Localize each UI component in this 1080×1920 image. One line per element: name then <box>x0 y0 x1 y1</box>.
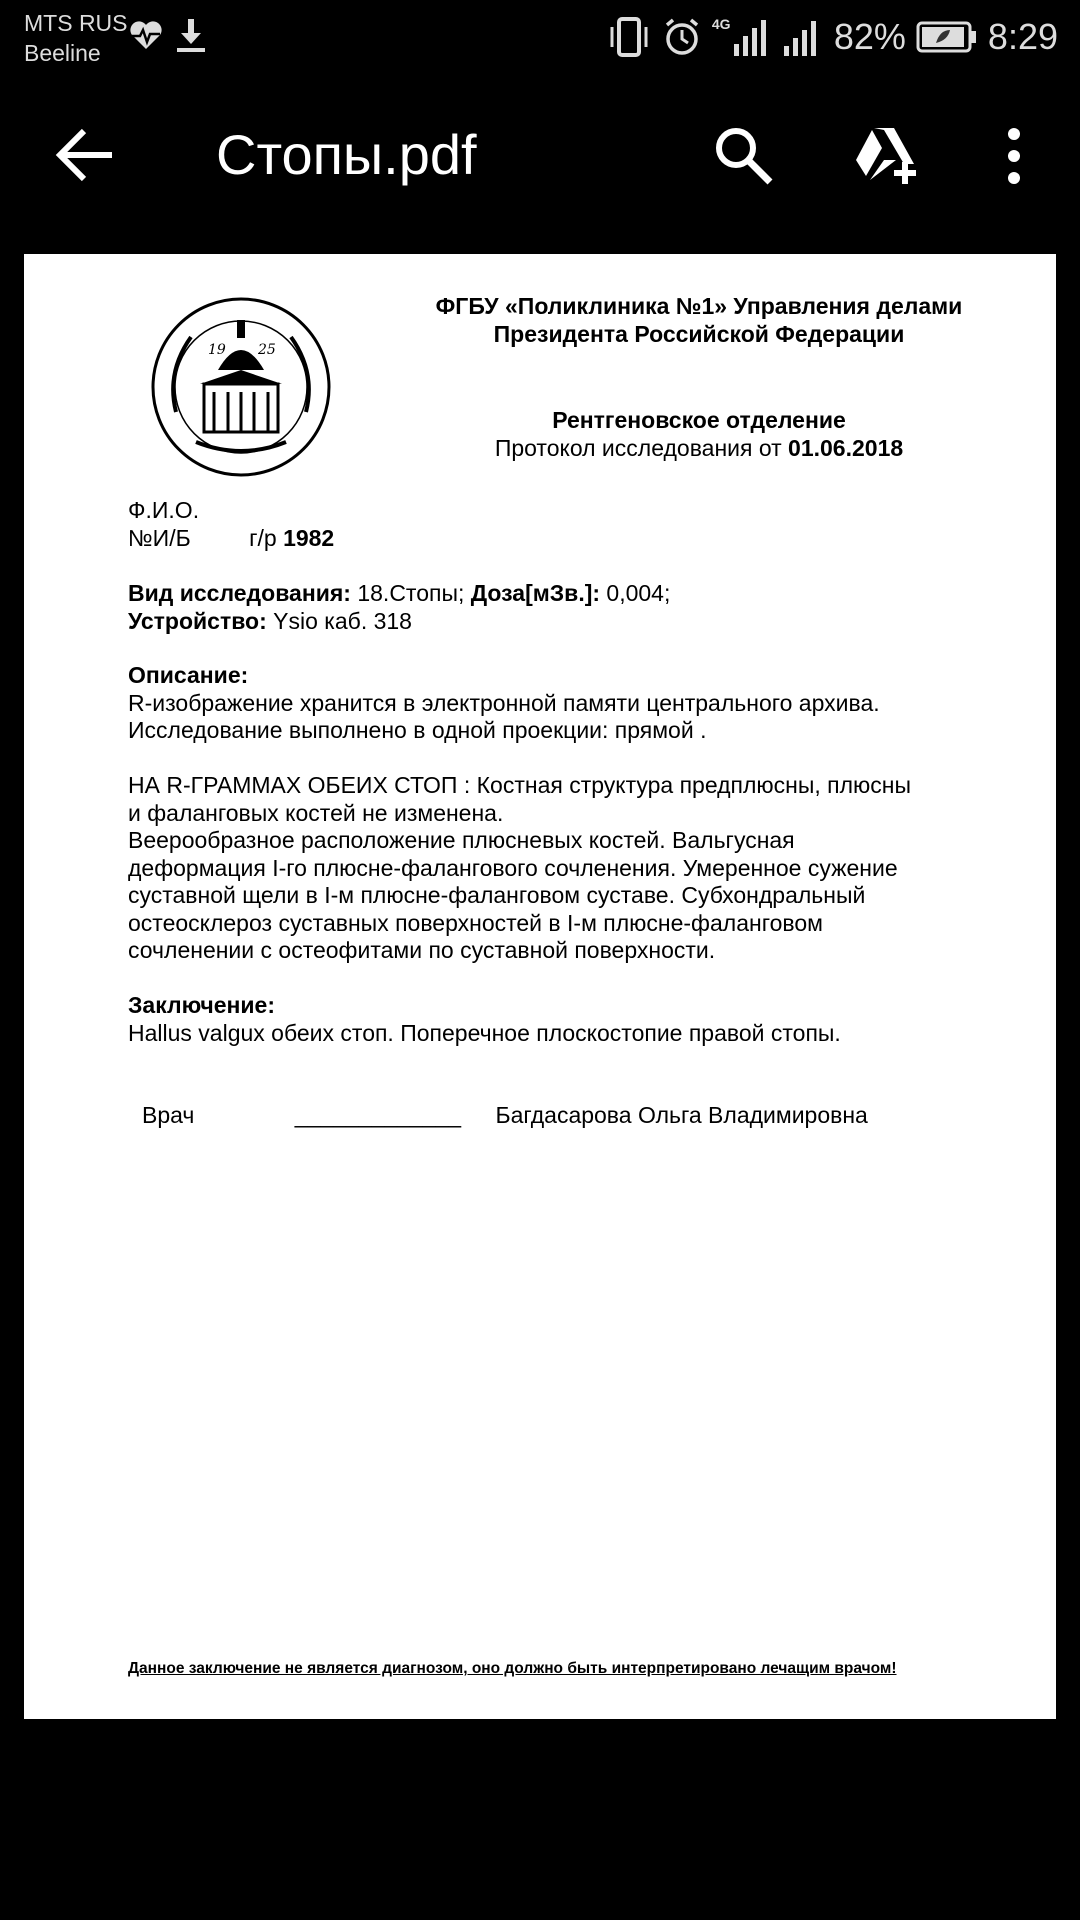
department-header <box>384 406 1014 462</box>
device-line <box>128 608 670 636</box>
description-line: R-изображение хранится в электронной памяти центрального архива. <box>128 689 880 716</box>
signature-section <box>142 1102 868 1130</box>
org-header <box>384 292 1014 348</box>
carrier-name-2: Beeline <box>24 40 101 66</box>
disclaimer: Данное заключение не является диагнозом, оно должно быть интерпретировано лечащим врачом! <box>128 1660 897 1677</box>
birth-year-value: 1982 <box>283 524 335 551</box>
search-icon[interactable] <box>712 124 776 188</box>
clock: 8:29 <box>987 16 1058 57</box>
findings-line: Веерообразное расположение плюсневых костей. Вальгусная <box>128 827 795 853</box>
network-indicator <box>712 16 772 58</box>
more-vert-icon[interactable] <box>996 124 1032 188</box>
pdf-page <box>24 254 1056 1719</box>
status-bar <box>0 0 1080 76</box>
study-info <box>128 580 670 635</box>
protocol-line <box>384 434 1014 462</box>
protocol-prefix: Протокол исследования от <box>494 435 782 461</box>
protocol-date: 01.06.2018 <box>788 435 904 461</box>
findings-section <box>128 772 911 965</box>
case-number-label: №И/Б <box>128 524 191 551</box>
dose-value: 0,004; <box>606 580 671 606</box>
case-line <box>128 525 334 553</box>
findings-line: сочленении с остеофитами по суставной поверхности. <box>128 937 716 963</box>
battery-icon <box>916 20 978 54</box>
fio-label: Ф.И.О. <box>128 497 200 523</box>
findings-line: остеосклероз суставных поверхностей в I-м плюсне-фаланговом <box>128 909 823 936</box>
study-label: Вид исследования: <box>128 580 351 606</box>
download-icon <box>174 16 208 54</box>
document-title: Стопы.pdf <box>216 123 477 186</box>
doctor-name: Багдасарова Ольга Владимировна <box>495 1102 868 1128</box>
study-line <box>128 580 670 608</box>
department-name: Рентгеновское отделение <box>552 407 846 433</box>
dose-label: Доза[мЗв.]: <box>470 580 601 606</box>
description-label: Описание: <box>128 662 249 688</box>
battery-percent: 82% <box>833 16 906 57</box>
conclusion-section <box>128 992 841 1047</box>
drive-add-icon[interactable] <box>852 124 920 188</box>
clinic-seal-logo <box>146 292 336 482</box>
heart-rate-icon <box>128 18 164 52</box>
device-label: Устройство: <box>128 607 267 634</box>
findings-line: НА R-ГРАММАХ ОБЕИХ СТОП : Костная структура предплюсны, плюсны <box>128 772 912 798</box>
description-line: Исследование выполнено в одной проекции: прямой . <box>128 717 707 743</box>
org-line-2: Президента Российской Федерации <box>493 321 905 347</box>
findings-line: и фаланговых костей не изменена. <box>128 799 504 826</box>
study-value: 18.Стопы; <box>357 580 465 606</box>
device-value: Ysio каб. 318 <box>273 607 412 634</box>
app-bar <box>0 90 1080 220</box>
network-type-label: 4G <box>711 16 731 32</box>
doctor-label: Врач <box>142 1102 195 1128</box>
status-right <box>606 14 1058 60</box>
back-arrow-icon[interactable] <box>52 120 122 190</box>
birth-year-label: г/р <box>249 524 277 551</box>
vibrate-icon <box>606 17 652 57</box>
findings-line: деформация I-го плюсне-фалангового сочленения. Умеренное сужение <box>128 854 898 881</box>
seal-year-right: 25 <box>258 342 276 358</box>
findings-line: суставной щели в I-м плюсне-фаланговом суставе. Субхондральный <box>128 882 866 908</box>
carrier-name-1: MTS RUS <box>24 10 128 36</box>
description-section <box>128 662 880 745</box>
signal-icon <box>732 16 772 58</box>
conclusion-text: Hallus valgux обеих стоп. Поперечное плоскостопие правой стопы. <box>128 1019 841 1046</box>
alarm-icon <box>662 17 702 57</box>
signature-line: _____________ <box>294 1102 462 1128</box>
signal-icon <box>782 16 824 58</box>
conclusion-label: Заключение: <box>128 992 275 1018</box>
patient-info <box>128 497 334 552</box>
carrier-info <box>24 8 128 68</box>
seal-year-left: 19 <box>208 342 226 358</box>
org-line-1: ФГБУ «Поликлиника №1» Управления делами <box>435 293 963 319</box>
